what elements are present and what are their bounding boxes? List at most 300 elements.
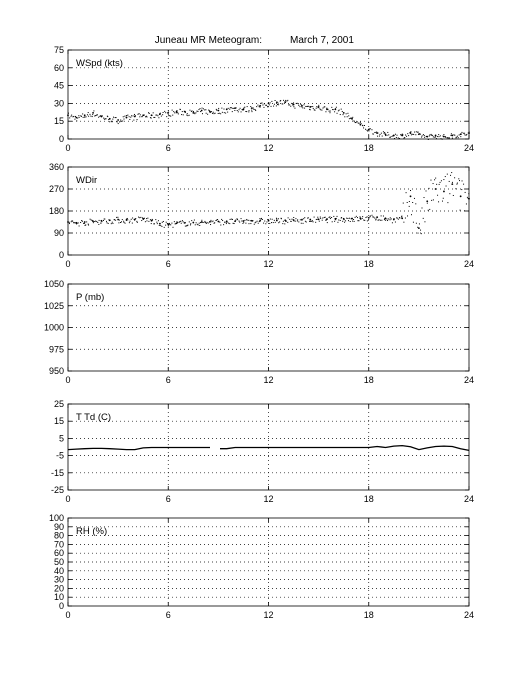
data-point (387, 219, 388, 220)
data-point (463, 184, 464, 185)
data-point (162, 222, 163, 223)
data-point (380, 220, 381, 221)
data-point (338, 110, 339, 111)
data-point (142, 217, 143, 218)
data-point (266, 105, 267, 106)
data-point (310, 221, 311, 222)
data-point (305, 106, 306, 107)
data-point (368, 217, 370, 219)
data-point (312, 106, 313, 107)
data-point (312, 220, 313, 221)
data-point (116, 117, 117, 118)
data-point (67, 221, 69, 223)
data-point (237, 110, 238, 111)
data-point (336, 218, 337, 219)
data-point (302, 219, 303, 220)
data-point (367, 130, 368, 131)
data-point (153, 117, 154, 118)
data-point (407, 202, 408, 203)
data-point (431, 135, 432, 136)
data-point (228, 223, 229, 224)
panel-wdir (49, 162, 474, 269)
data-point (154, 223, 155, 224)
data-point (140, 217, 141, 218)
y-tick-label: 45 (53, 80, 64, 91)
data-point (415, 134, 416, 135)
data-point (300, 219, 301, 220)
data-point (229, 223, 230, 224)
data-point (357, 217, 358, 218)
data-point (450, 135, 451, 136)
data-point (71, 115, 72, 116)
data-point (207, 114, 208, 115)
data-point (250, 106, 251, 107)
data-point (288, 104, 289, 105)
data-point (244, 220, 245, 221)
data-point (459, 134, 460, 135)
data-point (453, 195, 454, 196)
data-point (429, 209, 430, 210)
data-point (228, 108, 229, 109)
data-point (401, 217, 403, 219)
data-point (457, 183, 458, 184)
data-point (337, 216, 338, 217)
data-point (246, 111, 247, 112)
data-point (306, 221, 307, 222)
data-point (198, 224, 199, 225)
data-point (391, 136, 392, 137)
data-point (194, 220, 195, 221)
data-point (129, 221, 130, 222)
panel-label-rh: RH (%) (76, 526, 108, 537)
data-point (364, 220, 365, 221)
data-point (230, 107, 231, 108)
data-point (345, 220, 346, 221)
data-point (77, 223, 78, 224)
data-point (363, 220, 364, 221)
panel-pressure (44, 279, 474, 385)
data-point (220, 225, 221, 226)
data-point (255, 110, 256, 111)
data-point (156, 115, 157, 116)
data-point (145, 221, 146, 222)
data-point (73, 116, 74, 117)
data-point (83, 223, 84, 224)
data-point (126, 117, 128, 119)
data-point (185, 112, 186, 113)
data-point (449, 137, 450, 138)
data-point (241, 218, 242, 219)
data-point (338, 219, 339, 220)
data-point (138, 217, 139, 218)
data-point (452, 138, 453, 139)
data-point (275, 222, 276, 223)
data-point (253, 108, 254, 109)
data-point (407, 215, 408, 216)
data-point (416, 223, 417, 224)
x-tick-label: 18 (363, 375, 374, 385)
data-point (93, 222, 94, 223)
data-point (349, 218, 350, 219)
data-point (387, 135, 388, 136)
data-point (375, 219, 376, 220)
data-point (373, 217, 374, 218)
data-point (170, 224, 171, 225)
data-point (392, 222, 393, 223)
data-point (157, 223, 158, 224)
data-point (242, 110, 243, 111)
data-point (325, 111, 326, 112)
data-point (414, 132, 415, 133)
data-point (462, 180, 463, 181)
data-point (100, 223, 101, 224)
data-point (227, 222, 228, 223)
data-point (104, 119, 105, 120)
data-point (281, 218, 282, 219)
data-point (67, 114, 69, 116)
data-point (355, 122, 356, 123)
data-point (179, 221, 180, 222)
data-point (308, 106, 309, 107)
data-point (87, 114, 88, 115)
data-point (237, 219, 238, 220)
data-point (424, 137, 425, 138)
data-point (204, 109, 205, 110)
data-point (153, 112, 154, 113)
data-point (428, 139, 429, 140)
data-point (424, 135, 425, 136)
data-point (262, 103, 263, 104)
data-point (400, 134, 401, 135)
data-point (406, 136, 407, 137)
data-point (348, 115, 349, 116)
data-point (433, 136, 434, 137)
data-point (378, 220, 379, 221)
y-tick-label: 950 (48, 366, 64, 376)
data-point (291, 103, 292, 104)
data-point (180, 221, 181, 222)
data-point (187, 113, 188, 114)
data-point (375, 132, 376, 133)
data-point (203, 222, 204, 223)
data-point (150, 219, 151, 220)
data-point (167, 223, 168, 224)
data-point (336, 107, 337, 108)
data-point (220, 113, 221, 114)
data-point (95, 221, 96, 222)
data-point (251, 107, 253, 109)
data-point (405, 135, 406, 136)
data-point (391, 218, 392, 219)
data-point (409, 132, 410, 133)
data-point (217, 219, 218, 220)
data-point (112, 119, 113, 120)
data-point (358, 123, 359, 124)
data-point (418, 227, 420, 229)
data-point (163, 221, 164, 222)
data-point (182, 220, 183, 221)
data-point (357, 220, 358, 221)
data-point (189, 115, 190, 116)
data-point (116, 217, 117, 218)
data-point (96, 115, 97, 116)
data-point (159, 225, 160, 226)
data-point (253, 109, 254, 110)
data-point (466, 134, 467, 135)
data-point (379, 134, 380, 135)
data-point (221, 219, 222, 220)
data-point (261, 218, 262, 219)
data-point (322, 220, 323, 221)
data-point (416, 131, 417, 132)
data-point (362, 125, 363, 126)
data-point (399, 138, 400, 139)
data-point (297, 220, 298, 221)
data-point (204, 221, 205, 222)
x-tick-label: 12 (263, 375, 274, 385)
data-point (381, 215, 382, 216)
data-point (421, 207, 422, 208)
data-point (139, 116, 140, 117)
data-point (438, 201, 439, 202)
y-tick-label: 1000 (43, 322, 64, 333)
data-point (367, 216, 368, 217)
data-point (401, 216, 402, 217)
data-point (233, 108, 234, 109)
data-point (318, 105, 319, 106)
data-point (458, 137, 459, 138)
data-point (250, 223, 251, 224)
y-tick-label: 180 (48, 206, 64, 216)
data-point (223, 109, 224, 110)
data-point (317, 219, 318, 220)
data-point (144, 218, 145, 219)
y-tick-label: 25 (53, 399, 64, 409)
data-point (415, 203, 416, 204)
data-point (352, 221, 353, 222)
data-point (98, 224, 99, 225)
x-tick-label: 12 (263, 494, 274, 504)
data-point (132, 218, 133, 219)
y-tick-label: 360 (48, 162, 64, 172)
data-point (168, 225, 169, 226)
data-point (460, 136, 461, 137)
data-point (356, 216, 357, 217)
panel-label-temp-dewpoint: T Td (C) (76, 412, 112, 423)
data-point (124, 116, 125, 117)
data-point (210, 112, 211, 113)
data-point (135, 115, 136, 116)
data-point (74, 119, 75, 120)
data-point (96, 221, 97, 222)
data-point (418, 132, 419, 133)
data-point (122, 219, 123, 220)
data-point (119, 220, 120, 221)
data-point (287, 222, 288, 223)
data-point (176, 110, 177, 111)
data-point (360, 122, 361, 123)
data-point (198, 109, 199, 110)
data-point (129, 119, 130, 120)
data-point (468, 198, 469, 199)
data-point (88, 112, 89, 113)
data-point (235, 219, 236, 220)
x-tick-label: 18 (363, 494, 374, 504)
data-point (410, 190, 411, 191)
data-point (133, 115, 134, 116)
data-point (75, 117, 77, 119)
data-point (463, 133, 464, 134)
data-point (117, 219, 119, 221)
data-point (290, 106, 291, 107)
data-point (271, 101, 272, 102)
data-point (221, 108, 222, 109)
data-point (443, 191, 445, 193)
data-point (108, 223, 109, 224)
data-point (299, 106, 300, 107)
data-point (95, 115, 96, 116)
data-point (383, 131, 384, 132)
data-point (273, 106, 274, 107)
data-point (320, 109, 321, 110)
data-point (213, 113, 214, 114)
data-point (255, 222, 256, 223)
x-tick-label: 0 (65, 494, 71, 504)
data-point (298, 221, 299, 222)
x-tick-label: 0 (65, 610, 71, 620)
data-point (334, 111, 335, 112)
data-point (177, 222, 178, 223)
data-point (468, 193, 469, 194)
data-point (111, 223, 112, 224)
data-point (417, 227, 418, 228)
data-point (248, 223, 249, 224)
data-point (333, 216, 334, 217)
data-point (200, 222, 201, 223)
data-point (422, 135, 423, 136)
data-point (69, 117, 70, 118)
data-point (438, 134, 439, 135)
data-point (302, 107, 303, 108)
data-point (69, 223, 70, 224)
data-point (442, 139, 443, 140)
data-point (170, 116, 171, 117)
data-point (72, 116, 73, 117)
data-point (461, 132, 462, 133)
data-point (273, 222, 274, 223)
data-point (100, 115, 101, 116)
data-point (459, 180, 460, 181)
x-tick-label: 18 (363, 610, 374, 620)
data-point (413, 222, 414, 223)
data-point (303, 104, 304, 105)
data-point (357, 121, 358, 122)
data-point (148, 221, 149, 222)
data-point (433, 183, 434, 184)
data-point (285, 100, 286, 101)
data-point (247, 106, 248, 107)
data-point (326, 220, 327, 221)
data-point (292, 104, 293, 105)
data-point (440, 138, 441, 139)
data-point (451, 135, 453, 137)
data-point (121, 121, 122, 122)
data-point (108, 119, 109, 120)
data-point (344, 219, 345, 220)
data-point (118, 222, 119, 223)
data-point (243, 222, 244, 223)
data-point (353, 120, 354, 121)
data-point (354, 221, 355, 222)
data-point (351, 218, 352, 219)
data-point (167, 112, 168, 113)
data-point (276, 105, 277, 106)
data-point (322, 218, 323, 219)
data-point (75, 116, 76, 117)
data-point (225, 113, 226, 114)
data-point (458, 178, 459, 179)
data-point (316, 219, 317, 220)
data-point (426, 136, 427, 137)
data-point (304, 217, 305, 218)
data-point (268, 106, 269, 107)
data-point (71, 221, 72, 222)
data-point (460, 195, 462, 197)
data-point (390, 217, 391, 218)
data-point (353, 219, 354, 220)
data-point (442, 201, 443, 202)
data-point (465, 192, 466, 193)
x-tick-label: 12 (263, 610, 274, 620)
data-point (301, 105, 303, 107)
data-point (430, 180, 431, 181)
data-point (260, 107, 261, 108)
data-point (377, 136, 378, 137)
data-point (385, 135, 386, 136)
data-point (84, 223, 85, 224)
data-point (268, 220, 269, 221)
data-point (202, 108, 203, 109)
data-point (82, 113, 83, 114)
data-point (78, 222, 79, 223)
data-point (85, 224, 86, 225)
data-point (190, 224, 191, 225)
x-tick-label: 6 (165, 610, 171, 620)
data-point (158, 117, 159, 118)
data-point (365, 217, 366, 218)
data-point (251, 111, 252, 112)
x-tick-label: 12 (263, 143, 274, 153)
data-point (216, 220, 217, 221)
data-point (451, 133, 452, 134)
data-point (232, 108, 233, 109)
data-point (319, 108, 320, 109)
y-tick-label: 60 (53, 548, 64, 559)
data-point (160, 225, 161, 226)
data-point (319, 221, 320, 222)
data-point (414, 198, 415, 199)
data-point (241, 221, 242, 222)
data-point (287, 100, 288, 101)
data-point (104, 219, 105, 220)
data-point (250, 220, 251, 221)
data-point (121, 221, 122, 222)
data-point (164, 111, 165, 112)
data-point (314, 217, 315, 218)
data-point (226, 109, 227, 110)
data-point (218, 221, 219, 222)
data-point (142, 116, 143, 117)
